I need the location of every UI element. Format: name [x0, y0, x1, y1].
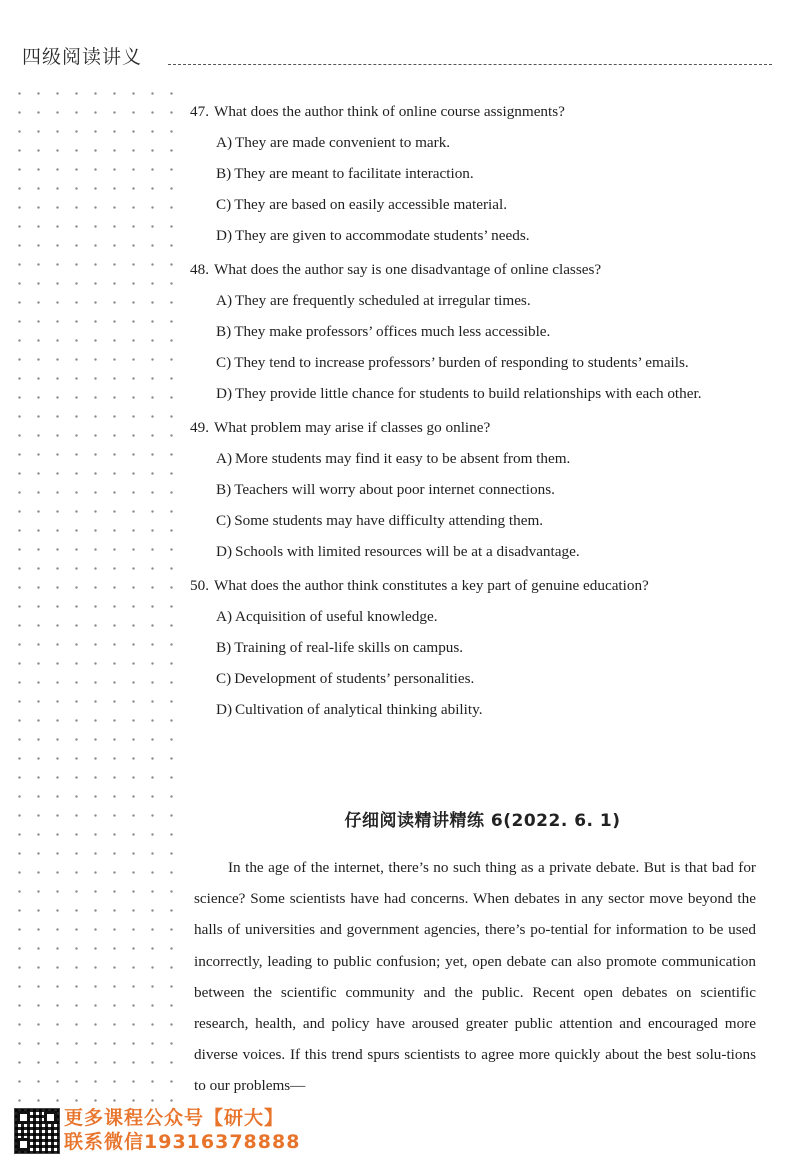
option-letter: D) [216, 543, 233, 560]
option-d [216, 540, 775, 564]
footer-promo-line2: 联系微信19316378888 [64, 1131, 301, 1153]
option-letter: C) [216, 512, 232, 529]
option-text: Acquisition of useful knowledge. [235, 608, 438, 625]
question-number: 48. [190, 261, 209, 278]
option-text: They make professors’ offices much less accessible. [234, 323, 551, 340]
question-number: 49. [190, 419, 209, 436]
page-header-title: 四级阅读讲义 [22, 46, 143, 68]
qr-finder-icon [17, 1111, 30, 1124]
option-letter: C) [216, 670, 232, 687]
option-text: Development of students’ personalities. [234, 670, 475, 687]
question-stem [190, 416, 775, 440]
option-letter: C) [216, 354, 232, 371]
option-text: They tend to increase professors’ burden of responding to students’ emails. [234, 354, 689, 371]
question-list [190, 100, 775, 732]
option-letter: A) [216, 450, 233, 467]
question-stem [190, 100, 775, 124]
option-d [216, 224, 775, 248]
footer-promo-line1: 更多课程公众号【研大】 [64, 1107, 285, 1129]
option-a [216, 605, 775, 629]
question-50 [190, 574, 775, 722]
question-49 [190, 416, 775, 564]
option-b [216, 162, 775, 186]
option-letter: A) [216, 608, 233, 625]
option-text: They provide little chance for students to build relationships with each other. [235, 385, 702, 402]
question-number: 50. [190, 577, 209, 594]
option-b [216, 636, 775, 660]
question-text: What does the author think constitutes a key part of genuine education? [213, 577, 649, 594]
option-text: They are meant to facilitate interaction. [234, 165, 474, 182]
margin-dot-grid [10, 84, 182, 1104]
reading-passage [194, 852, 756, 1102]
option-letter: A) [216, 134, 233, 151]
option-text: Schools with limited resources will be at a disadvantage. [235, 543, 580, 560]
question-number: 47. [190, 103, 209, 120]
question-47 [190, 100, 775, 248]
option-letter: B) [216, 639, 232, 656]
option-text: More students may find it easy to be absent from them. [235, 450, 571, 467]
option-letter: B) [216, 165, 232, 182]
option-d [216, 382, 775, 406]
option-letter: A) [216, 292, 233, 309]
question-text: What does the author say is one disadvantage of online classes? [213, 261, 602, 278]
option-text: They are made convenient to mark. [235, 134, 451, 151]
question-stem [190, 574, 775, 598]
option-letter: C) [216, 196, 232, 213]
section-title: 仔细阅读精讲精练 6(2022. 6. 1) [344, 811, 621, 831]
option-d [216, 698, 775, 722]
option-text: They are based on easily accessible material. [234, 196, 508, 213]
option-a [216, 289, 775, 313]
option-b [216, 478, 775, 502]
passage-paragraph: In the age of the internet, there’s no such thing as a private debate. But is that bad for science? Some scientists have had concerns. When debates in any sector move beyond the halls of universities and government agencies, there’s po-tential for information to be used incorrectly, leading to public confusion; yet, open debate can also promote communication between the scientific community and the public. Recent open debates on scientific research, health, and policy have aroused greater public attention and encouraged more diverse voices. If this trend spurs scientists to agree more quickly about the best solu-tions to our problems— [194, 859, 756, 1095]
option-letter: D) [216, 227, 233, 244]
qr-finder-icon [44, 1111, 57, 1124]
option-c [216, 667, 775, 691]
question-text: What problem may arise if classes go online? [213, 419, 491, 436]
option-letter: D) [216, 385, 233, 402]
option-c [216, 509, 775, 533]
option-c [216, 351, 775, 375]
qr-code-icon [14, 1108, 60, 1154]
option-letter: D) [216, 701, 233, 718]
option-text: Cultivation of analytical thinking ability. [235, 701, 483, 718]
option-text: Some students may have difficulty attending them. [234, 512, 544, 529]
option-text: Teachers will worry about poor internet connections. [234, 481, 555, 498]
question-stem [190, 258, 775, 282]
option-b [216, 320, 775, 344]
question-48 [190, 258, 775, 406]
qr-finder-icon [17, 1138, 30, 1151]
option-a [216, 131, 775, 155]
option-letter: B) [216, 481, 232, 498]
option-text: They are given to accommodate students’ needs. [235, 227, 530, 244]
header-divider [168, 64, 772, 65]
option-letter: B) [216, 323, 232, 340]
option-text: Training of real-life skills on campus. [234, 639, 464, 656]
question-text: What does the author think of online course assignments? [213, 103, 565, 120]
option-c [216, 193, 775, 217]
option-a [216, 447, 775, 471]
option-text: They are frequently scheduled at irregular times. [235, 292, 531, 309]
